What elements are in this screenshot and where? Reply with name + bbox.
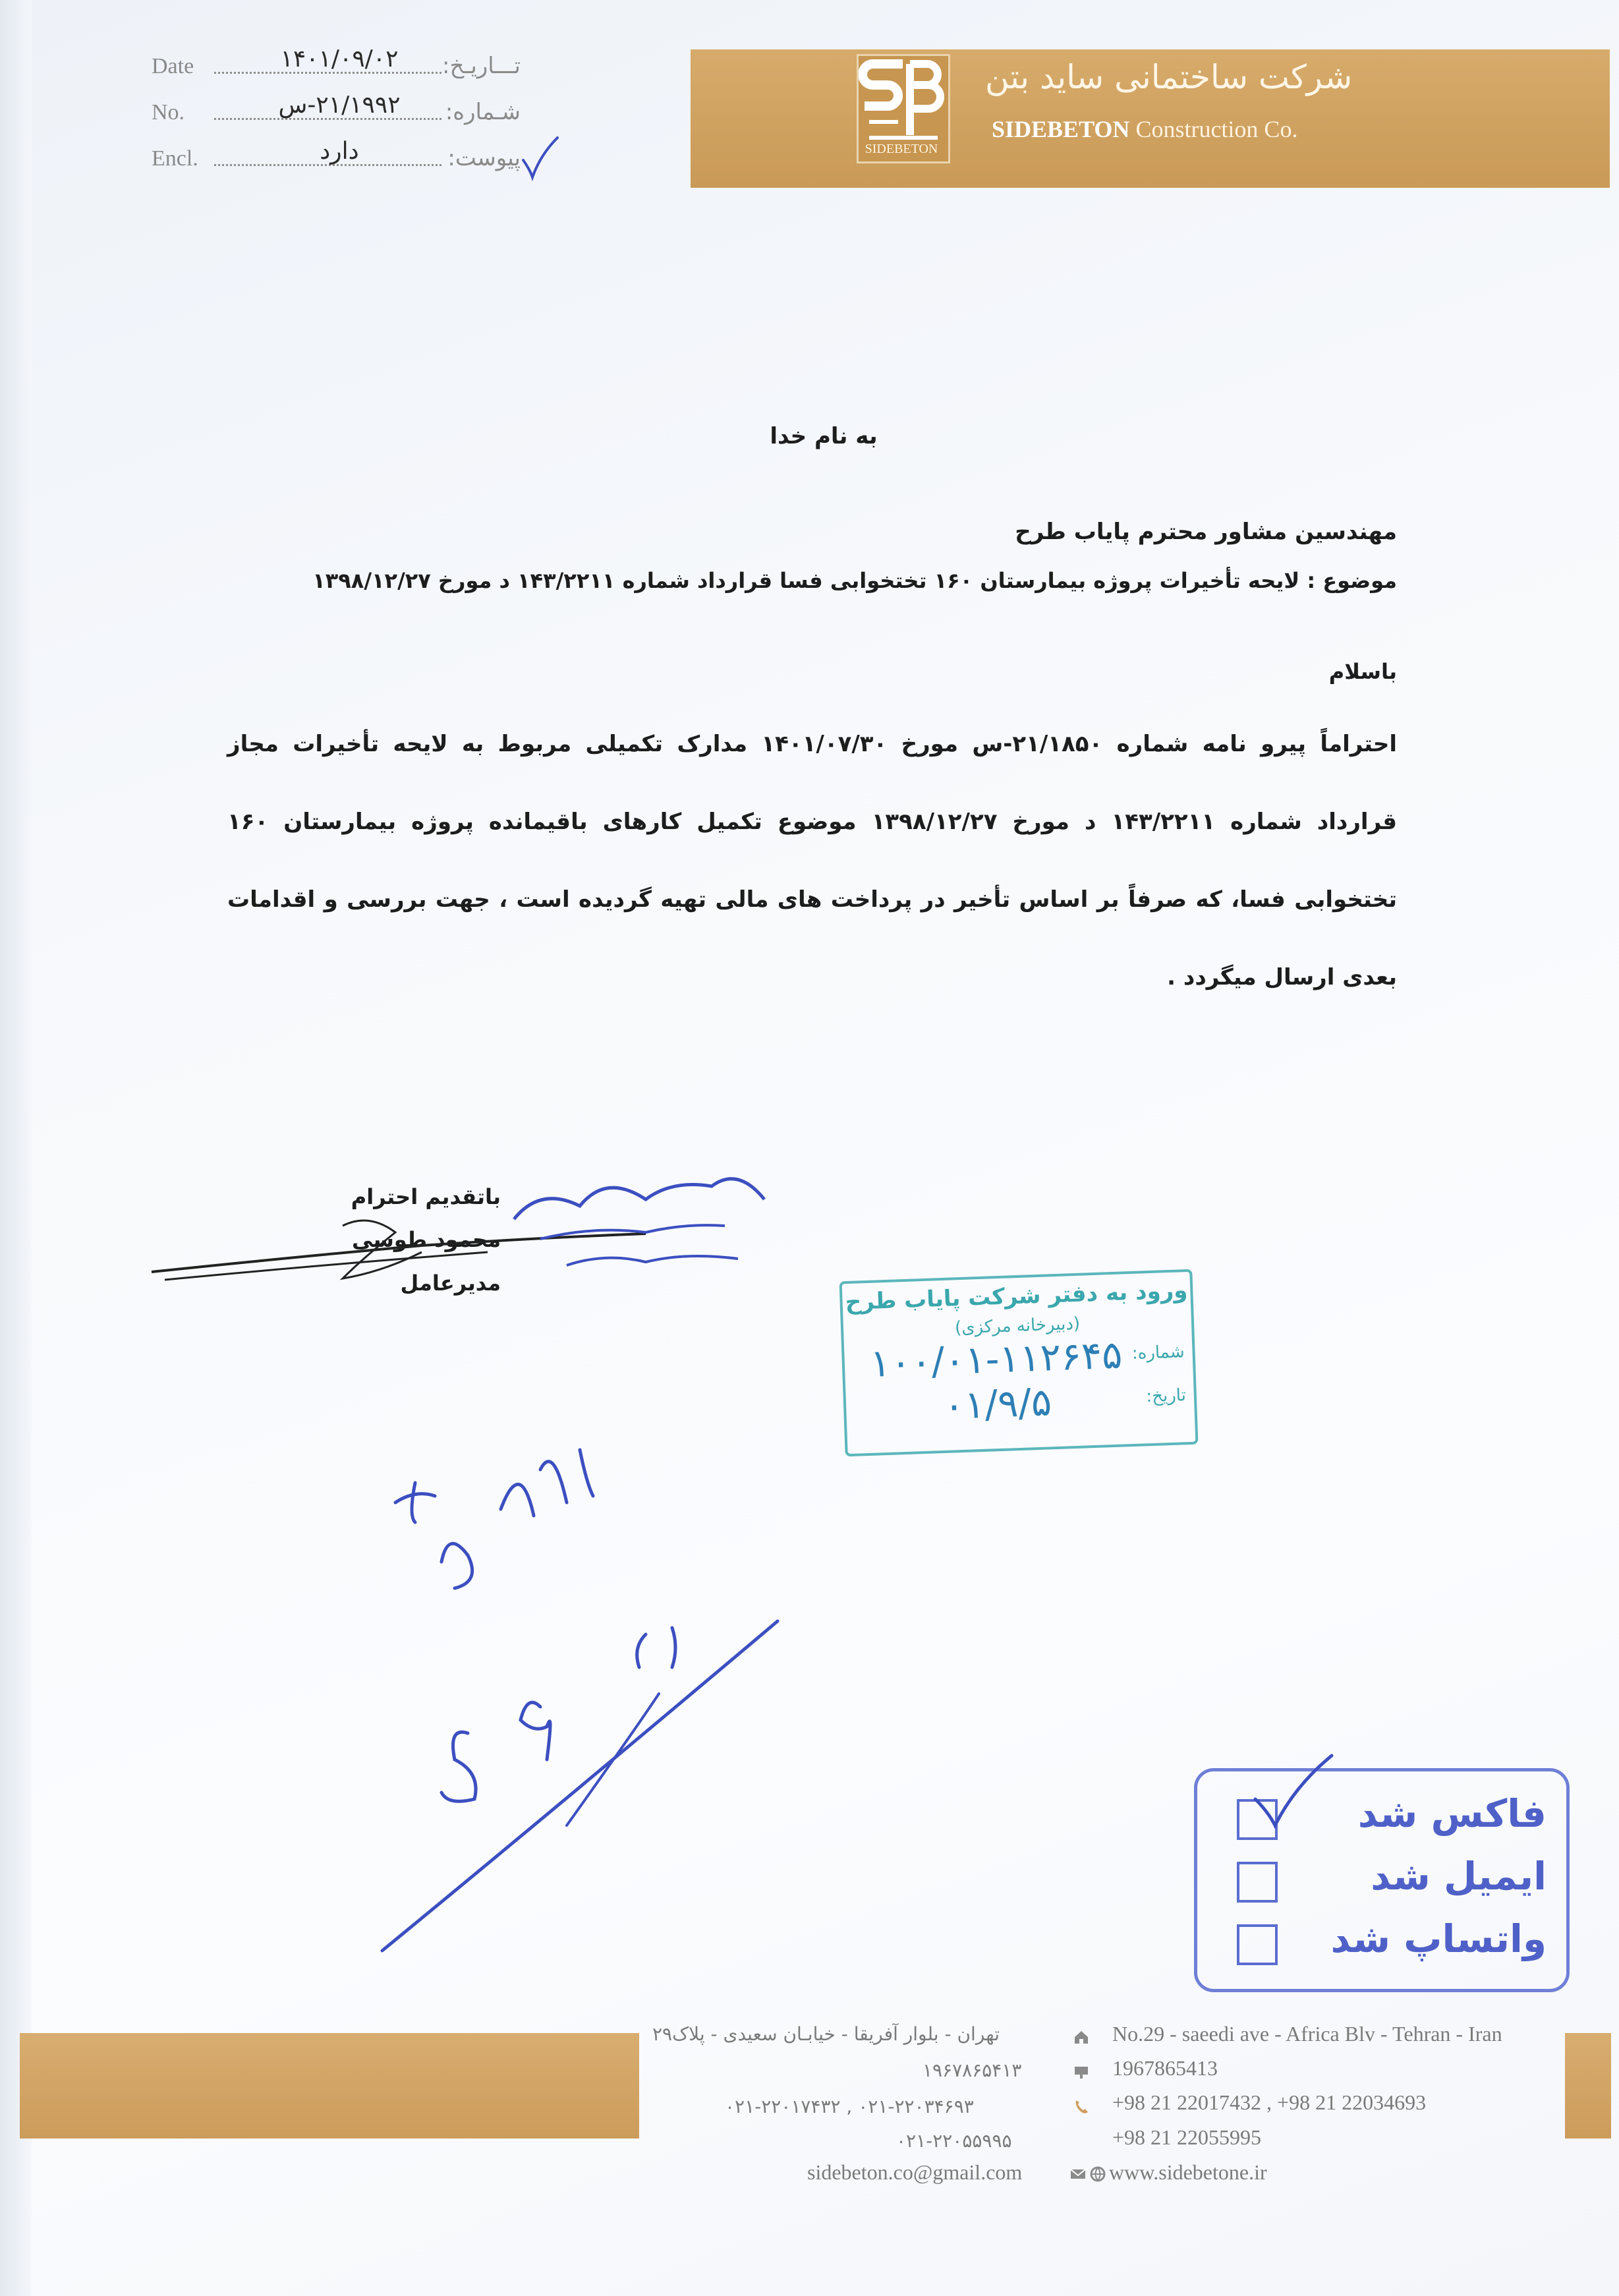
receipt-stamp (839, 1269, 1199, 1457)
logo-caption: SIDEBETON (865, 142, 938, 156)
status-row-whatsapp (1237, 1916, 1547, 1969)
greeting: باسلام (1328, 659, 1397, 684)
signature-and-company-seal-drawing (145, 1160, 837, 1305)
footer-address-fa: تهران - بلوار آفریقا - خیابـان سعیدی - پلاک۲۹ (652, 2023, 1000, 2045)
receipt-stamp-subtitle: (دبیرخانه مرکزی) (954, 1313, 1081, 1338)
signer-name: محمود طوسی (352, 1227, 501, 1252)
company-name-en-rest: Construction Co. (1129, 116, 1298, 142)
number-value: ۲۱/۱۹۹۲-س (278, 92, 401, 119)
fax-checkmark-icon (1242, 1753, 1334, 1832)
enclosure-label-en: Encl. (152, 146, 198, 171)
whatsapp-checkbox (1237, 1924, 1278, 1965)
handwritten-check-icon (521, 135, 560, 181)
company-name-en (992, 115, 1519, 143)
receipt-date-value: ۰۱/۹/۵ (943, 1379, 1053, 1428)
phone-icon (1073, 2098, 1090, 2115)
email-icon (1069, 2166, 1087, 2183)
mailbox-icon (1073, 2063, 1090, 2080)
number-label-en: No. (152, 100, 185, 125)
company-name-fa: شرکت ساختمانی ساید بتن (985, 58, 1353, 96)
recipient-line: مهندسین مشاور محترم پایاب طرح (1015, 519, 1397, 545)
subject-line: موضوع : لایحه تأخیرات پروژه بیمارستان ۱۶۰ تختخوابی فسا قرارداد شماره ۱۴۳/۲۲۱۱ د مورخ ۱۳۹۸/۱۲/۲۷ (312, 568, 1397, 593)
scan-edge (0, 0, 32, 2296)
receipt-number-value: ۱۰۰/۰۱-۱۱۲۶۴۵ (869, 1332, 1123, 1386)
enclosure-field (152, 137, 521, 174)
fax-label: فاکس شد (1357, 1791, 1547, 1836)
email-label: ایمیل شد (1371, 1854, 1547, 1899)
date-label-fa: تـــاریـخ: (442, 53, 521, 79)
footer-postal-fa: ۱۹۶۷۸۶۵۴۱۳ (923, 2059, 1022, 2081)
status-row-email (1237, 1854, 1547, 1907)
footer-bar-right (1565, 2033, 1611, 2138)
footer-phone-fa: ۰۲۱-۲۲۰۱۷۴۳۲ , ۰۲۱-۲۲۰۳۴۶۹۳ (725, 2096, 974, 2117)
bismillah-heading: به نام خدا (770, 423, 878, 449)
footer-postal-en: 1967865413 (1112, 2056, 1218, 2080)
number-field (152, 91, 521, 128)
date-value: ۱۴۰۱/۰۹/۰۲ (280, 45, 399, 72)
enclosure-value: دارد (320, 138, 359, 165)
receipt-date-label: تاریخ: (1145, 1385, 1187, 1407)
closing-phrase: باتقدیم احترام (351, 1184, 501, 1209)
footer-phone-en: +98 21 22017432 , +98 21 22034693 (1112, 2090, 1427, 2114)
footer-email: sidebeton.co@gmail.com (807, 2160, 1023, 2184)
globe-icon (1089, 2166, 1106, 2183)
email-checkbox (1237, 1862, 1278, 1903)
home-icon (1073, 2028, 1090, 2046)
footer-website: www.sidebetone.ir (1109, 2160, 1267, 2184)
footer-bar-left (20, 2033, 639, 2138)
receipt-number-label: شماره: (1131, 1342, 1185, 1363)
receipt-stamp-title: ورود به دفتر شرکت پایاب طرح (844, 1277, 1188, 1316)
footer-fax-en: +98 21 22055995 (1112, 2125, 1262, 2149)
footer-address-en: No.29 - saeedi ave - Africa Blv - Tehran - Iran (1112, 2022, 1502, 2046)
date-field (152, 45, 521, 82)
number-label-fa: شـماره: (445, 99, 521, 125)
whatsapp-label: واتساپ شد (1330, 1916, 1547, 1961)
footer-fax-fa: ۰۲۱-۲۲۰۵۵۹۹۵ (896, 2130, 1012, 2152)
handwritten-notes-drawing (369, 1430, 870, 1957)
date-label-en: Date (152, 54, 194, 78)
company-name-en-bold: SIDEBETON (992, 116, 1130, 142)
signer-title: مدیرعامل (400, 1271, 501, 1296)
letter-paragraph: احتراماً پیرو نامه شماره ۲۱/۱۸۵۰-س مورخ ۱۴۰۱/۰۷/۳۰ مدارک تکمیلی مربوط به لایحه تأخیرات مجاز قرارداد شماره ۱۴۳/۲۲۱۱ د مورخ ۱۳۹۸/۱۲/۲۷ موضوع تکمیل کارهای باقیمانده پروژه بیمارستان ۱۶۰ تختخوابی فسا، که صرفاً بر اساس تأخیر در پرداخت های مالی تهیه گردیده است ، جهت بررسی و اقدامات بعدی ارسال میگردد . (227, 731, 1397, 990)
enclosure-label-fa: پیوست: (447, 145, 521, 171)
